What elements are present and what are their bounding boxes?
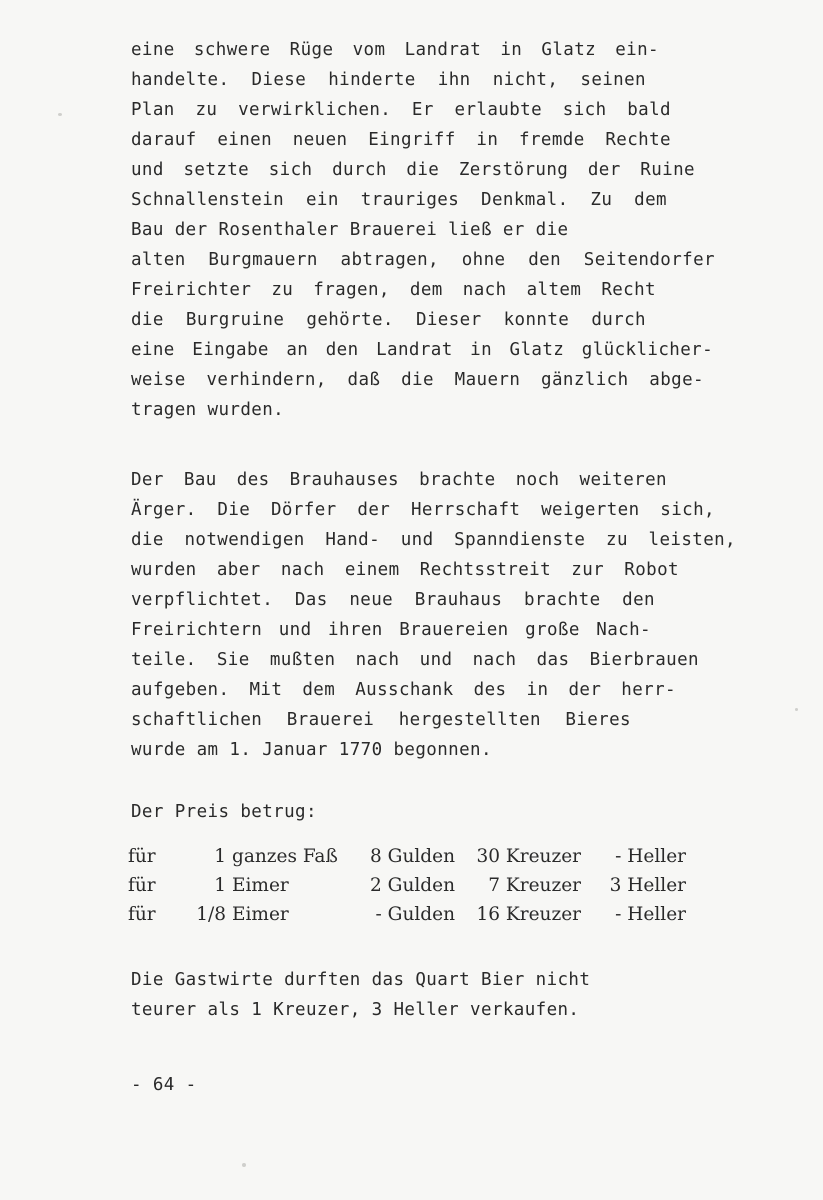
text-line: teurer als 1 Kreuzer, 3 Heller verkaufen. — [131, 1000, 580, 1020]
price-prefix: für — [128, 846, 156, 867]
scan-speck — [58, 113, 62, 116]
price-gulden: 2 Gulden — [370, 875, 455, 896]
price-intro — [131, 797, 431, 827]
text-line: Bau der Rosenthaler Brauerei ließ er die — [131, 220, 569, 240]
text-line: Schnallenstein ein trauriges Denkmal. Zu dem — [131, 190, 667, 210]
price-row — [128, 871, 686, 900]
text-line: die Burgruine gehörte. Dieser konnte durch — [131, 310, 646, 330]
text-line: Der Bau des Brauhauses brachte noch weiteren — [131, 470, 667, 490]
text-line: alten Burgmauern abtragen, ohne den Seitendorfer — [131, 250, 715, 270]
text-line: aufgeben. Mit dem Ausschank des in der herr- — [131, 680, 676, 700]
text-line: die notwendigen Hand- und Spanndienste zu leisten, — [131, 530, 736, 550]
price-table — [128, 842, 686, 929]
text-line: Freirichter zu fragen, dem nach altem Recht — [131, 280, 656, 300]
text-line: Die Gastwirte durften das Quart Bier nicht — [131, 970, 591, 990]
price-qty: 1 — [214, 875, 226, 896]
price-qty: 1/8 — [196, 904, 226, 925]
text-line: wurden aber nach einem Rechtsstreit zur Robot — [131, 560, 679, 580]
price-heller: - Heller — [615, 904, 686, 925]
price-gulden: 8 Gulden — [370, 846, 455, 867]
text-line: eine schwere Rüge vom Landrat in Glatz ein- — [131, 40, 659, 60]
text-line: darauf einen neuen Eingriff in fremde Rechte — [131, 130, 671, 150]
text-line: teile. Sie mußten nach und nach das Bierbrauen — [131, 650, 699, 670]
page-number: - 64 - — [131, 1075, 197, 1095]
text-line: eine Eingabe an den Landrat in Glatz glücklicher- — [131, 340, 713, 360]
scan-speck — [795, 708, 798, 711]
paragraph-schnallenstein — [131, 35, 715, 425]
price-heller: - Heller — [615, 846, 686, 867]
price-row — [128, 900, 686, 929]
paragraph-brauhaus — [131, 465, 736, 765]
text-line: wurde am 1. Januar 1770 begonnen. — [131, 740, 492, 760]
price-row — [128, 842, 686, 871]
text-line: handelte. Diese hinderte ihn nicht, seinen — [131, 70, 646, 90]
price-qty: 1 — [214, 846, 226, 867]
price-kreuzer: 16 Kreuzer — [476, 904, 581, 925]
price-prefix: für — [128, 904, 156, 925]
text-line: Ärger. Die Dörfer der Herrschaft weigerten sich, — [131, 500, 715, 520]
price-unit: Eimer — [232, 904, 289, 925]
price-unit: Eimer — [232, 875, 289, 896]
price-unit: ganzes Faß — [232, 846, 338, 867]
text-line: weise verhindern, daß die Mauern gänzlich abge- — [131, 370, 704, 390]
text-line: und setzte sich durch die Zerstörung der Ruine — [131, 160, 695, 180]
price-intro-text: Der Preis betrug: — [131, 802, 317, 822]
text-line: tragen wurden. — [131, 400, 285, 420]
text-line: schaftlichen Brauerei hergestellten Bieres — [131, 710, 631, 730]
price-prefix: für — [128, 875, 156, 896]
price-kreuzer: 30 Kreuzer — [476, 846, 581, 867]
price-gulden: - Gulden — [375, 904, 455, 925]
text-line: Freirichtern und ihren Brauereien große Nach- — [131, 620, 651, 640]
paragraph-gastwirte — [131, 965, 651, 1025]
text-line: Plan zu verwirklichen. Er erlaubte sich bald — [131, 100, 671, 120]
price-kreuzer: 7 Kreuzer — [488, 875, 581, 896]
text-line: verpflichtet. Das neue Brauhaus brachte den — [131, 590, 655, 610]
price-heller: 3 Heller — [609, 875, 686, 896]
scan-speck — [242, 1163, 246, 1167]
